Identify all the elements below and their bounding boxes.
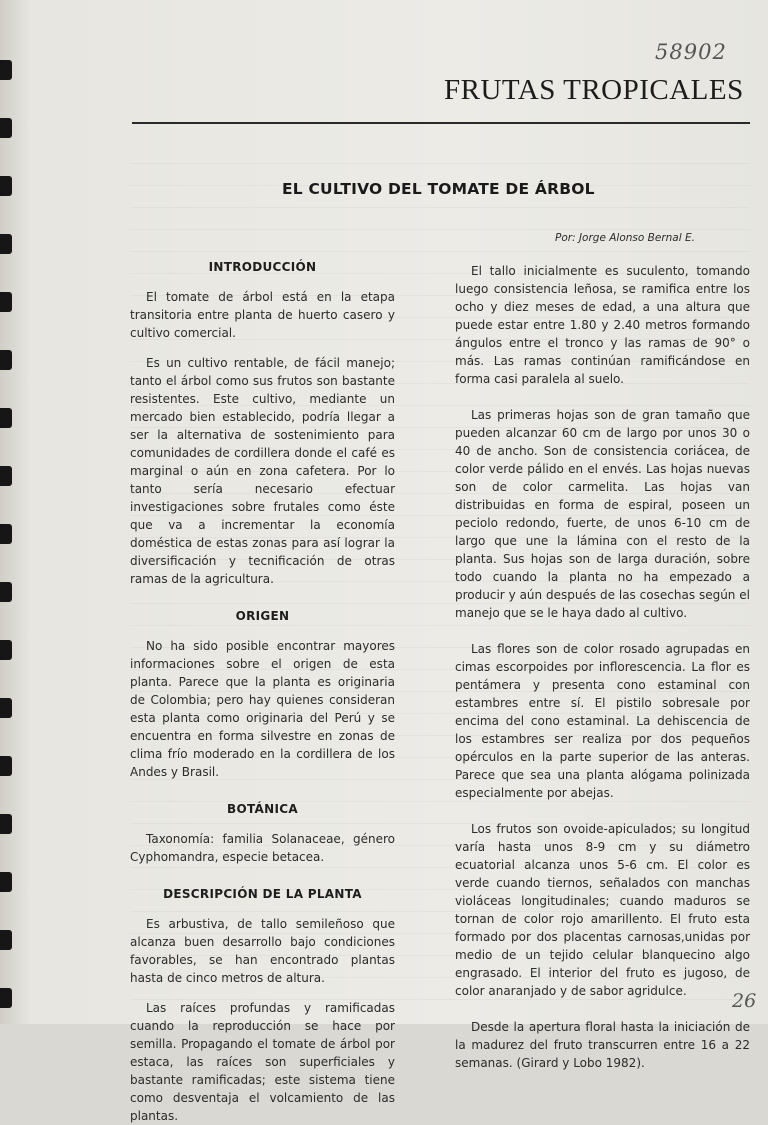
- description-paragraph-1: Es arbustiva, de tallo semileñoso que alcanza buen desarrollo bajo condiciones favorables, se han encontrado plantas hasta de cinco metros de altura.: [130, 917, 395, 985]
- page-number: 26: [732, 990, 757, 1012]
- maturity-paragraph: Desde la apertura floral hasta la iniciación de la madurez del fruto transcurren entre 16 a 22 semanas. (Girard y Lobo 1982).: [455, 1020, 750, 1070]
- intro-paragraph-2: Es un cultivo rentable, de fácil manejo; tanto el árbol como sus frutos son bastante resistentes. Este cultivo, mediante un mercado bien establecido, podría llegar a ser la alternativa de sostenimiento para comunidades de cordillera donde el café es marginal o aún en zona cafetera. Por lo tanto sería necesario efectuar investigaciones sobre frutales como éste que va a incrementar la economía doméstica de estas zonas para así lograr la diversificación y tecnificación de otras ramas de la agricultura.: [130, 356, 395, 586]
- fruits-paragraph: Los frutos son ovoide-apiculados; su longitud varía hasta unos 8-9 cm y su diámetro ecuatorial alcanza unos 5-6 cm. El color es verde cuando tiernos, señalados con manchas violáceas longitudinales; cuando maduros se tornan de color rojo amarillento. El fruto esta formado por dos placentas carnosas,unidas por medio de un tejido celular blanquecino algo engrasado. El interior del fruto es jugoso, de color anaranjado y de sabor agridulce.: [455, 822, 750, 998]
- section-header-title: FRUTAS TROPICALES: [444, 74, 744, 106]
- botany-paragraph: Taxonomía: familia Solanaceae, género Cyphomandra, especie betacea.: [130, 832, 395, 864]
- leaves-paragraph: Las primeras hojas son de gran tamaño que pueden alcanzar 60 cm de largo por unos 30 o 40 de ancho. Son de consistencia coriácea, de color verde pálido en el envés. Las hojas nuevas son de color carmelita. Las hojas van distribuidas en forma de espiral, poseen un peciolo redondo, fuerte, de unos 6-10 cm de largo que une la lámina con el resto de la planta. Sus hojas son de larga duración, sobre todo cuando la planta no ha empezado a producir y aún después de las cosechas según el manejo que se le haya dado al cultivo.: [455, 408, 750, 620]
- botany-heading: BOTÁNICA: [227, 802, 298, 816]
- flowers-paragraph: Las flores son de color rosado agrupadas en cimas escorpoides por inflorescencia. La flor es pentámera y presenta cono estaminal con estambres entre sí. El pistilo sobresale por encima del cono estaminal. La dehiscencia de los estambres ser realiza por dos pequeños opérculos en la parte superior de las anteras. Parece que sea una planta alógama polinizada especialmente por abejas.: [455, 642, 750, 800]
- handwritten-number: 58902: [655, 40, 727, 64]
- header-rule: [132, 122, 750, 124]
- spiral-binding: [0, 0, 14, 1024]
- intro-heading: INTRODUCCIÓN: [208, 260, 317, 274]
- description-heading: DESCRIPCIÓN DE LA PLANTA: [163, 887, 362, 901]
- byline: Por: Jorge Alonso Bernal E.: [555, 232, 695, 244]
- description-paragraph-2: Las raíces profundas y ramificadas cuando la reproducción se hace por semilla. Propagando el tomate de árbol por estaca, las raíces son superficiales y bastante ramificadas; este sistema tiene como desventaja el volcamiento de las plantas.: [130, 1001, 395, 1123]
- origin-heading: ORIGEN: [235, 609, 290, 623]
- article-title: EL CULTIVO DEL TOMATE DE ÁRBOL: [282, 180, 595, 198]
- right-column: [455, 262, 750, 1072]
- left-column: [130, 258, 395, 1125]
- stem-paragraph: El tallo inicialmente es suculento, tomando luego consistencia leñosa, se ramifica entre los ocho y diez meses de edad, a una altura que puede estar entre 1.80 y 2.40 metros formando ángulos entre el tronco y las ramas de 90° o más. Las ramas continúan ramificándose en forma casi paralela al suelo.: [455, 264, 750, 386]
- origin-paragraph: No ha sido posible encontrar mayores informaciones sobre el origen de esta planta. Parece que la planta es originaria de Colombia; pero hay quienes consideran esta planta como originaria del Perú y se encuentra en forma silvestre en zonas de clima frío moderado en la cordillera de los Andes y Brasil.: [130, 639, 395, 779]
- intro-paragraph-1: El tomate de árbol está en la etapa transitoria entre planta de huerto casero y cultivo comercial.: [130, 290, 395, 340]
